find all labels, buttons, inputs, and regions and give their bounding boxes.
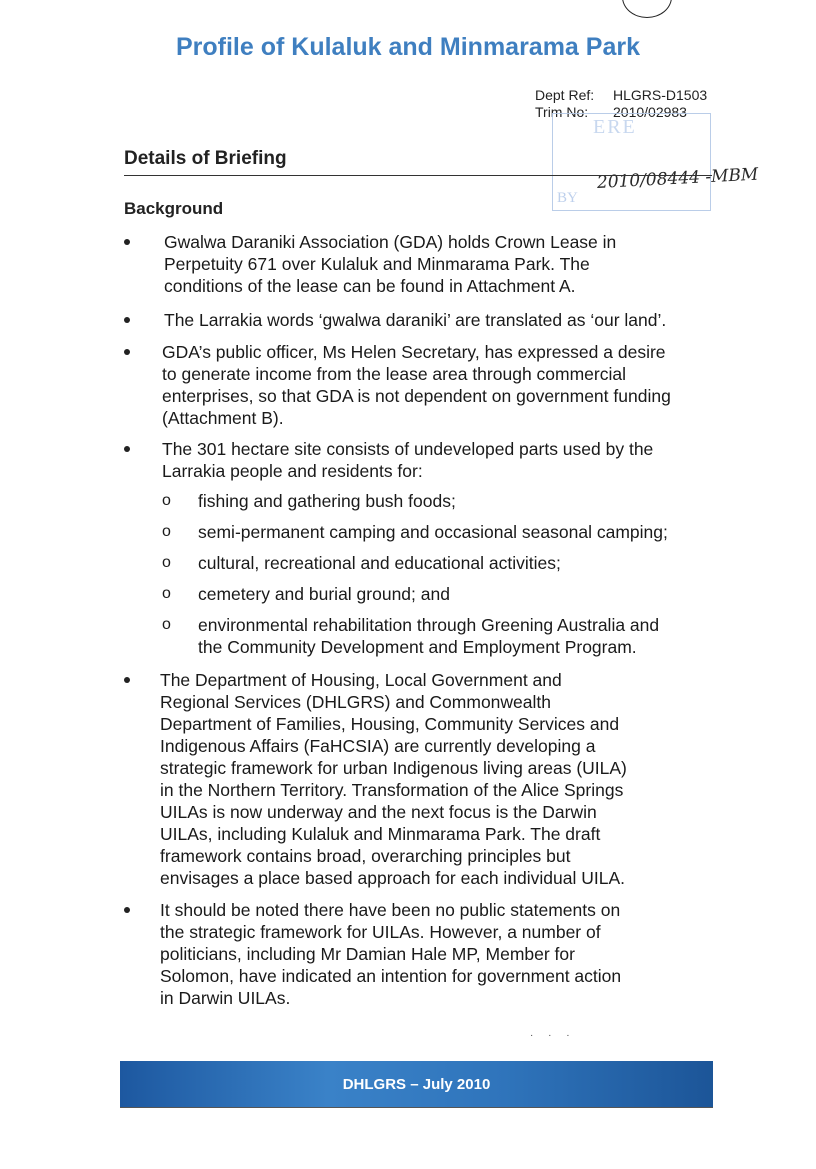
bullet-dot-icon [124,349,130,355]
handwritten-annotation: 2010/08444 -MBM [596,164,759,193]
footer-bar [120,1061,713,1107]
trim-no-label: Trim No: [535,104,589,120]
bullet-text: The 301 hectare site consists of undeveloped parts used by the Larrakia people and residents for: [162,439,654,481]
sub-bullet-marker: o [162,523,171,540]
bullet-dot-icon [124,317,130,323]
bullet-dot-icon [124,677,130,683]
bullet-dot-icon [124,907,130,913]
handwritten-circle-mark [622,0,672,18]
bullet-text: It should be noted there have been no public statements on the strategic framework for UILAs. However, a number of politicians, including Mr Damian Hale MP, Member for Solomon, have indicated an intention for government action in Darwin UILAs. [160,900,622,1008]
footer-text: DHLGRS – July 2010 [342,1076,491,1093]
bullet-text: The Larrakia words ‘gwalwa daraniki’ are translated as ‘our land’. [164,310,667,330]
bullet-dot-icon [124,446,130,452]
sub-bullet-marker: o [162,585,171,602]
sub-list-item: semi-permanent camping and occasional seasonal camping; [198,522,668,542]
document-title: Profile of Kulaluk and Minmarama Park [175,33,640,61]
stamp-top-text: ERE [593,116,637,138]
bullet-dot-icon [124,239,130,245]
scan-specks: · · · [530,1030,576,1041]
bullet-text: Gwalwa Daraniki Association (GDA) holds Crown Lease in Perpetuity 671 over Kulaluk and Minmarama Park. The conditions of the lease can be found in Attachment A. [164,232,617,296]
section-heading: Details of Briefing [124,148,287,169]
bullet-text: GDA’s public officer, Ms Helen Secretary, has expressed a desire to generate income from the lease area through commercial enterprises, so that GDA is not dependent on government funding (Attachment B). [162,342,671,428]
heading-divider [124,175,712,176]
sub-bullet-marker: o [162,554,171,571]
sub-bullet-marker: o [162,492,171,509]
bullet-text: The Department of Housing, Local Government and Regional Services (DHLGRS) and Commonwealth Department of Families, Housing, Community Services and Indigenous Affairs (FaHCSIA) are currently developing a strategic framework for urban Indigenous living areas (UILA) in the Northern Territory. Transformation of the Alice Springs UILAs is now underway and the next focus is the Darwin UILAs, including Kulaluk and Minmarama Park. The draft framework contains broad, overarching principles but envisages a place based approach for each individual UILA. [160,670,627,888]
sub-list-item: fishing and gathering bush foods; [198,491,456,511]
received-stamp [552,113,711,211]
dept-ref-label: Dept Ref: [535,87,595,103]
dept-ref-value: HLGRS-D1503 [613,87,708,103]
stamp-by-text: BY [557,190,578,206]
sub-list-item: environmental rehabilitation through Greening Australia and the Community Development and Employment Program. [198,615,660,657]
background-subheading: Background [124,199,224,218]
sub-bullet-marker: o [162,616,171,633]
sub-list-item: cultural, recreational and educational activities; [198,553,561,573]
sub-list-item: cemetery and burial ground; and [198,584,450,604]
trim-no-value: 2010/02983 [613,104,687,120]
